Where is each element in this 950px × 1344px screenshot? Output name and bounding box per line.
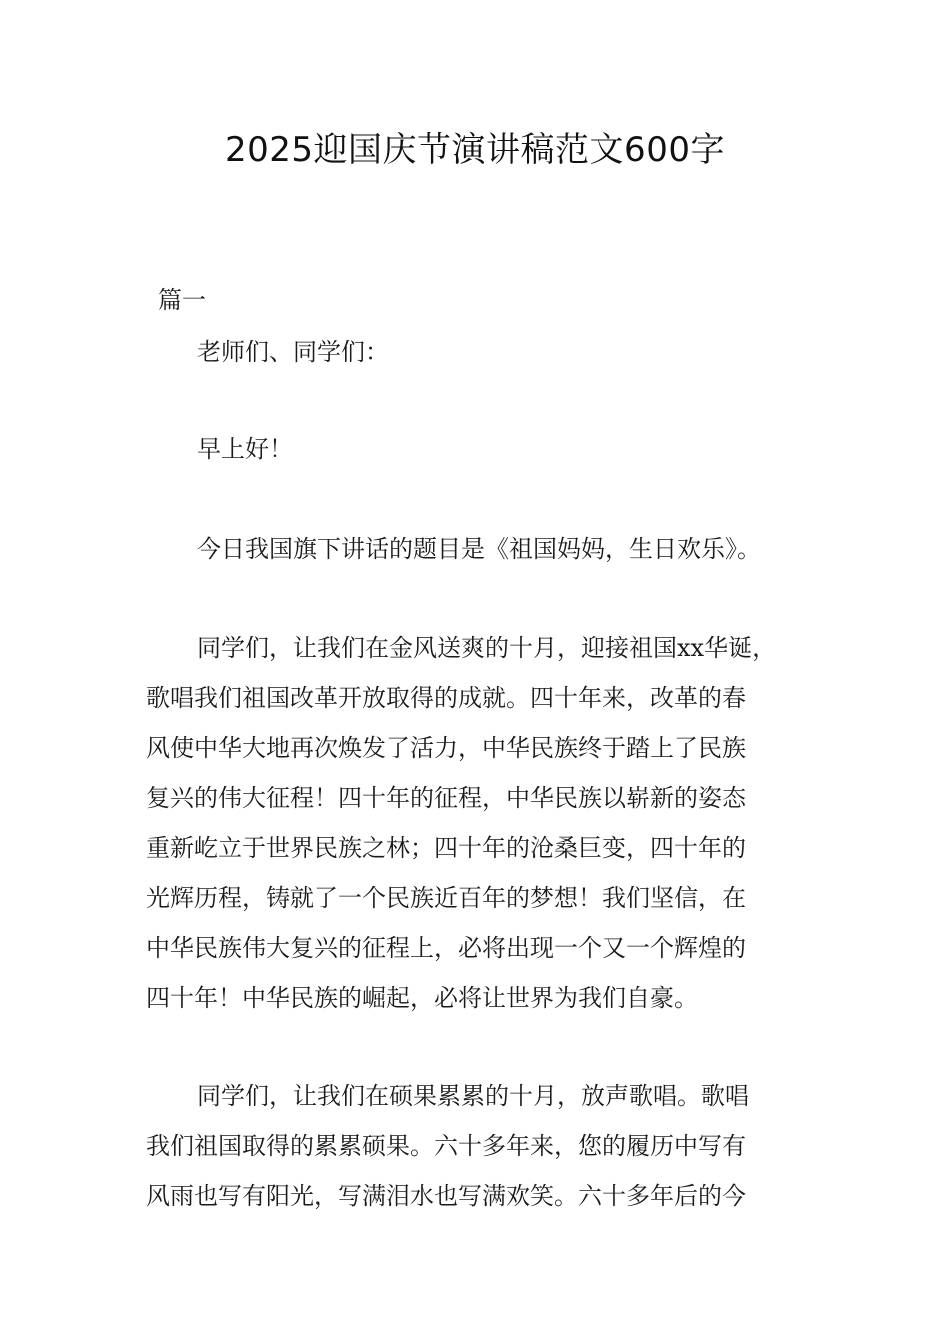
greeting-line: 早上好！ <box>197 435 293 463</box>
paragraph-line: 复兴的伟大征程！四十年的征程，中华民族以崭新的姿态 <box>146 784 746 812</box>
paragraph-line: 中华民族伟大复兴的征程上，必将出现一个又一个辉煌的 <box>146 934 746 962</box>
paragraph-line: 光辉历程，铸就了一个民族近百年的梦想！我们坚信，在 <box>146 884 746 912</box>
paragraph-line: 重新屹立于世界民族之林；四十年的沧桑巨变，四十年的 <box>146 834 746 862</box>
paragraph-line: 风雨也写有阳光，写满泪水也写满欢笑。六十多年后的今 <box>146 1182 746 1210</box>
paragraph-line: 我们祖国取得的累累硕果。六十多年来，您的履历中写有 <box>146 1132 746 1160</box>
paragraph-line: 风使中华大地再次焕发了活力，中华民族终于踏上了民族 <box>146 734 746 762</box>
paragraph-line: 同学们，让我们在硕果累累的十月，放声歌唱。歌唱 <box>197 1082 749 1110</box>
topic-line: 今日我国旗下讲话的题目是《祖国妈妈，生日欢乐》。 <box>197 535 761 563</box>
paragraph-line: 四十年！中华民族的崛起，必将让世界为我们自豪。 <box>146 984 698 1012</box>
salutation-line: 老师们、同学们： <box>197 338 389 366</box>
paragraph-line: 歌唱我们祖国改革开放取得的成就。四十年来，改革的春 <box>146 684 746 712</box>
document-title: 2025迎国庆节演讲稿范文600字 <box>225 130 725 170</box>
paragraph-line: 同学们，让我们在金风送爽的十月，迎接祖国xx华诞， <box>197 634 777 662</box>
section-label: 篇一 <box>158 286 206 314</box>
